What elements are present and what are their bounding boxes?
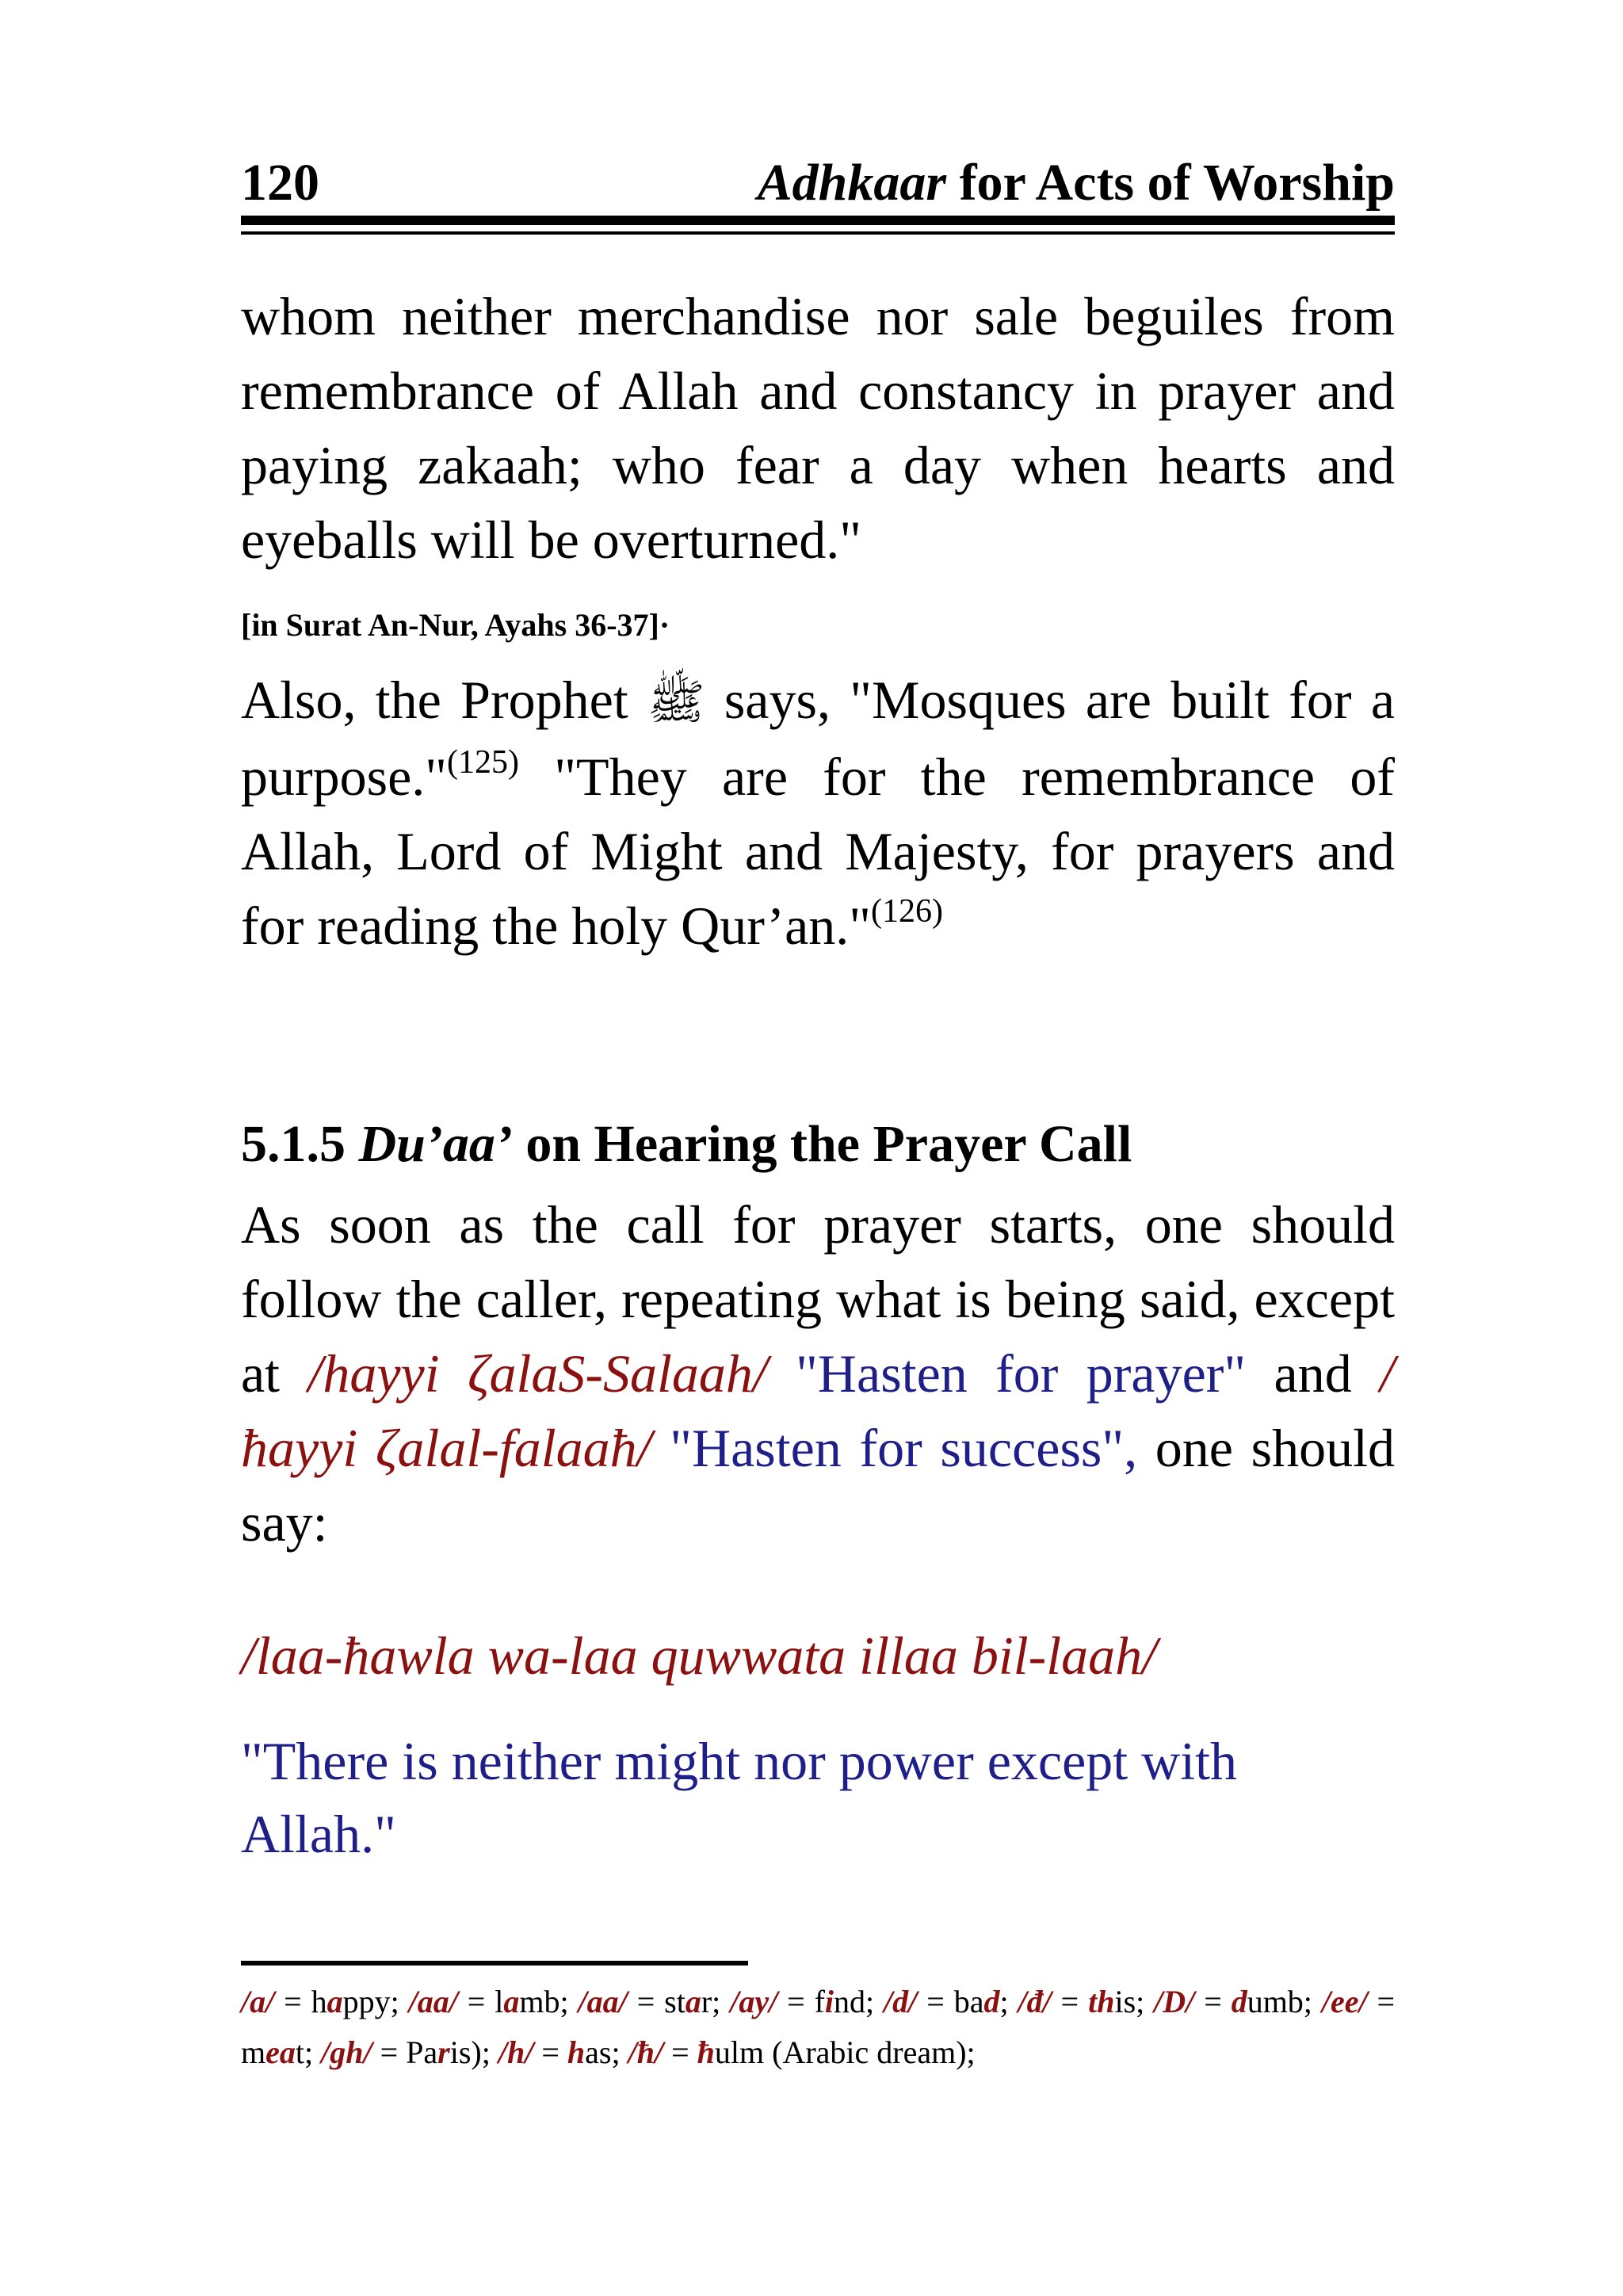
fn-text: t; (295, 2034, 322, 2070)
transliteration-hayya-falaah: /ħayyi ζalal-falaaħ/ (241, 1343, 1395, 1478)
paragraph-quran-quote: whom neither merchandise nor sale beguiles from remembrance of Allah and constancy in prayer and paying zakaah; who fear a day when hearts and eyeballs will be overturned." (241, 286, 1395, 570)
fn-text: /aa/ (578, 1984, 628, 2019)
fn-text: = (457, 1984, 495, 2019)
fn-text: nd; (834, 1984, 884, 2019)
fn-text: ba (953, 1984, 984, 2019)
fn-text: a (685, 1984, 701, 2019)
fn-text: ppy; (342, 1984, 409, 2019)
fn-text: ea (265, 2034, 296, 2070)
meaning-hasten-success: "Hasten for success", (670, 1418, 1138, 1478)
running-title-rest: for Acts of Worship (946, 154, 1395, 212)
section-title-italic: Du’aa’ (358, 1115, 513, 1173)
fn-text: = (274, 1984, 311, 2019)
fn-text: /d/ (884, 1984, 918, 2019)
paragraph-prayer-call (241, 1187, 1395, 1560)
transliteration-hayya-salaah: /hayyi ζalaS-Salaah/ (307, 1343, 768, 1404)
running-title (757, 154, 1395, 212)
para2-text-a: Also, the Prophet (241, 670, 648, 730)
fn-text: = (663, 2034, 697, 2070)
citation: [in Surat An-Nur, Ayahs 36-37]· (241, 607, 670, 643)
pbuh-symbol-icon: ﷺ (647, 676, 705, 728)
section-number: 5.1.5 (241, 1115, 359, 1173)
fn-text: umb; (1247, 1984, 1322, 2019)
fn-text: d (983, 1984, 1000, 2019)
fn-text: /gh/ (321, 2034, 372, 2070)
fn-text: /D/ (1154, 1984, 1195, 2019)
fn-text: /đ/ (1018, 1984, 1052, 2019)
fn-entry (321, 2034, 498, 2070)
fn-text: is); (449, 2034, 498, 2070)
fn-text: /h/ (498, 2034, 534, 2070)
fn-text: d (1231, 1984, 1247, 2019)
fn-entry (579, 1984, 731, 2019)
paragraph-mosques (241, 663, 1395, 963)
fn-text: /aa/ (408, 1984, 458, 2019)
fn-text: /ee/ (1321, 1984, 1368, 2019)
fn-text: as; (585, 2034, 628, 2070)
dua-transliteration: /laa-ħawla wa-laa quwwata illaa bil-laah/ (241, 1626, 1158, 1686)
fn-text: ulm (Arabic dream); (714, 2034, 976, 2070)
fn-text: a (503, 1984, 520, 2019)
fn-text: m (241, 2034, 266, 2070)
fn-text: Pa (406, 2034, 438, 2070)
header-rule-thin (241, 231, 1395, 235)
fn-text: = (917, 1984, 954, 2019)
fn-text: /a/ (241, 1984, 275, 2019)
fn-text: = (533, 2034, 567, 2070)
fn-text: /ħ/ (628, 2034, 664, 2070)
fn-entry (884, 1984, 1018, 2019)
para3-text-a: As soon as the call for prayer starts, one should follow the caller, repeating what is being said, except at (241, 1194, 1395, 1404)
header-rule-thick (241, 216, 1395, 225)
running-header (241, 152, 1395, 212)
dua-meaning: "There is neither might nor power except with Allah." (241, 1731, 1238, 1864)
footnote-rule (241, 1961, 748, 1966)
footnote-ref-125[interactable]: (125) (447, 744, 520, 781)
fn-entry (1018, 1984, 1154, 2019)
fn-text: th (1088, 1984, 1115, 2019)
fn-text: r (437, 2034, 450, 2070)
footnote-pronunciation-key (241, 1977, 1395, 2078)
para3-text-b: and (1246, 1343, 1381, 1404)
fn-text: ħ (697, 2034, 715, 2070)
para3-text-c: one should say: (241, 1418, 1396, 1553)
fn-text: h (567, 2034, 586, 2070)
fn-text: r; (701, 1984, 731, 2019)
section-heading (241, 1113, 1132, 1176)
fn-entry (498, 2034, 628, 2070)
fn-entry (730, 1984, 884, 2019)
fn-text: f (814, 1984, 825, 2019)
fn-text: = (1194, 1984, 1232, 2019)
fn-text: mb; (519, 1984, 579, 2019)
fn-text: /ay/ (730, 1984, 778, 2019)
section-title-rest: on Hearing the Prayer Call (512, 1115, 1132, 1173)
page-number: 120 (241, 154, 319, 212)
fn-text: a (327, 1984, 343, 2019)
fn-text: = (1367, 1984, 1396, 2019)
fn-text: = (1051, 1984, 1089, 2019)
fn-text: is; (1114, 1984, 1155, 2019)
running-title-italic: Adhkaar (757, 154, 947, 212)
fn-entry (628, 2034, 976, 2070)
fn-text: i (824, 1984, 834, 2019)
meaning-hasten-prayer: "Hasten for prayer" (796, 1343, 1247, 1404)
fn-entry (1154, 1984, 1322, 2019)
fn-text: = (627, 1984, 665, 2019)
fn-text: l (495, 1984, 504, 2019)
fn-text: st (664, 1984, 685, 2019)
fn-entry (409, 1984, 579, 2019)
fn-text: ; (999, 1984, 1018, 2019)
para2-text-b: says, "Mosques are built for a purpose." (241, 670, 1396, 807)
fn-text: = (777, 1984, 815, 2019)
footnote-ref-126[interactable]: (126) (871, 893, 943, 930)
fn-text: h (311, 1984, 327, 2019)
fn-text: = (372, 2034, 407, 2070)
fn-entry (241, 1984, 409, 2019)
para2-text-c: "They are for the remembrance of Allah, Lord of Might and Majesty, for prayers and for reading the holy Qur’an." (241, 747, 1395, 956)
